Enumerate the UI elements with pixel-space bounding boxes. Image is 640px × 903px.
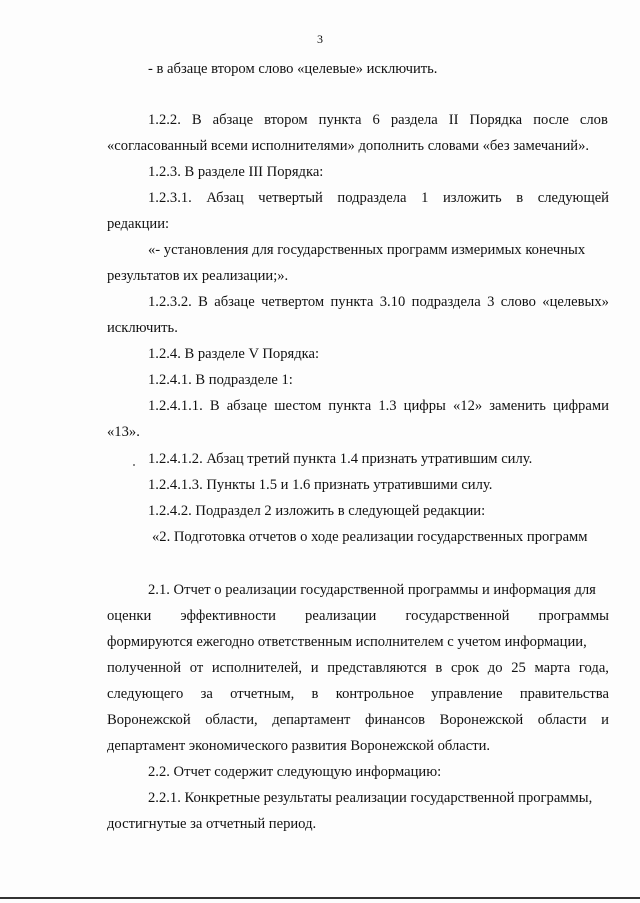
- word: срок: [450, 660, 480, 676]
- paragraph-line-justified: [107, 685, 609, 703]
- word: II: [448, 112, 459, 128]
- word: 3: [487, 294, 495, 310]
- word: 1.2.3.1.: [148, 190, 192, 206]
- paragraph-line: - в абзаце втором слово «целевые» исключить.: [148, 61, 438, 77]
- word: Абзац: [206, 190, 244, 206]
- word: области,: [205, 712, 258, 728]
- word: слов: [579, 112, 608, 128]
- paragraph-line: 2.2.1. Конкретные результаты реализации государственной программы,: [148, 790, 593, 806]
- paragraph-line: «согласованный всеми исполнителями» дополнить словами «без замечаний».: [107, 138, 590, 154]
- paragraph-line-justified: [107, 711, 609, 729]
- word: Воронежской: [439, 712, 524, 728]
- word: подраздела: [411, 294, 481, 310]
- word: Воронежской: [107, 712, 191, 728]
- word: и: [601, 712, 609, 728]
- word: контрольное: [335, 686, 414, 702]
- paragraph-line: редакции:: [107, 216, 170, 232]
- word: абзаце: [226, 398, 268, 414]
- paragraph-line: «13».: [107, 424, 140, 440]
- paragraph-line: «- установления для государственных программ измеримых конечных: [148, 242, 586, 258]
- paragraph-line: «2. Подготовка отчетов о ходе реализации государственных программ: [152, 529, 588, 545]
- paragraph-line: исключить.: [107, 320, 178, 336]
- paragraph-line: 1.2.3. В разделе III Порядка:: [148, 164, 324, 180]
- word: области: [537, 712, 587, 728]
- word: цифрами: [552, 398, 609, 414]
- word: втором: [264, 112, 308, 128]
- word: пункта: [318, 112, 362, 128]
- paragraph-line: достигнутые за отчетный период.: [107, 816, 317, 832]
- word: марта: [534, 660, 571, 676]
- word: заменить: [489, 398, 546, 414]
- word: в: [516, 190, 524, 206]
- word: 1.3: [378, 398, 397, 414]
- page-bottom-edge: [0, 897, 640, 899]
- word: правительства: [519, 686, 609, 702]
- word: изложить: [442, 190, 502, 206]
- paragraph-line-justified: [148, 111, 608, 129]
- word: исполнителей,: [211, 660, 303, 676]
- word: 1.2.4.1.1.: [148, 398, 203, 414]
- word: отчетным,: [230, 686, 295, 702]
- paragraph-line: 1.2.4.2. Подраздел 2 изложить в следующей редакции:: [148, 503, 486, 519]
- word: полученной: [107, 660, 182, 676]
- paragraph-line: 2.1. Отчет о реализации государственной программы и информация для: [148, 582, 596, 598]
- word: 6: [372, 112, 380, 128]
- paragraph-line: департамент экономического развития Воронежской области.: [107, 738, 491, 754]
- word: подраздела: [337, 190, 407, 206]
- paragraph-line: 1.2.4. В разделе V Порядка:: [148, 346, 320, 362]
- word: эффективности: [180, 608, 276, 624]
- word: В: [209, 398, 220, 414]
- word: пункта: [328, 398, 372, 414]
- word: 1.2.3.2.: [148, 294, 192, 310]
- word: 25: [511, 660, 526, 676]
- word: «целевых»: [542, 294, 609, 310]
- paragraph-line: 1.2.4.1.3. Пункты 1.5 и 1.6 признать утратившими силу.: [148, 477, 493, 493]
- word: за: [200, 686, 213, 702]
- word: программы: [538, 608, 609, 624]
- paragraph-line-justified: [107, 607, 609, 625]
- word: до: [487, 660, 503, 676]
- paragraph-line-justified: [148, 293, 609, 311]
- word: следующей: [537, 190, 609, 206]
- paragraph-line-justified: [107, 659, 609, 677]
- word: «12»: [452, 398, 483, 414]
- word: 1.2.2.: [148, 112, 181, 128]
- paragraph-line: формируются ежегодно ответственным исполнителем с учетом информации,: [107, 634, 587, 650]
- word: года,: [578, 660, 609, 676]
- word: управление: [431, 686, 503, 702]
- word: пункта: [330, 294, 374, 310]
- word: 3.10: [379, 294, 406, 310]
- word: абзаце: [212, 112, 254, 128]
- word: реализации: [305, 608, 377, 624]
- word: раздела: [390, 112, 438, 128]
- word: цифры: [403, 398, 446, 414]
- paragraph-line: 2.2. Отчет содержит следующую информацию:: [148, 764, 442, 780]
- word: четвертый: [258, 190, 323, 206]
- word: департамент: [272, 712, 351, 728]
- paragraph-line-justified: [148, 189, 609, 207]
- paragraph-line: 1.2.4.1. В подразделе 1:: [148, 372, 293, 388]
- word: государственной: [405, 608, 510, 624]
- word: в: [311, 686, 319, 702]
- word: представляются: [327, 660, 427, 676]
- word: в: [435, 660, 443, 676]
- word: оценки: [107, 608, 152, 624]
- page-number: 3: [317, 32, 323, 46]
- word: абзаце: [214, 294, 255, 310]
- word: финансов: [364, 712, 426, 728]
- word: следующего: [107, 686, 184, 702]
- word: слово: [500, 294, 536, 310]
- word: В: [191, 112, 202, 128]
- paragraph-line: 1.2.4.1.2. Абзац третий пункта 1.4 признать утратившим силу.: [148, 451, 533, 467]
- word: В: [198, 294, 208, 310]
- word: шестом: [274, 398, 322, 414]
- scan-speck: [133, 464, 135, 466]
- paragraph-line-justified: [148, 397, 609, 415]
- word: после: [533, 112, 569, 128]
- word: и: [310, 660, 319, 676]
- word: Порядка: [469, 112, 523, 128]
- word: 1: [421, 190, 429, 206]
- word: четвертом: [261, 294, 325, 310]
- paragraph-line: результатов их реализации;».: [107, 268, 289, 284]
- word: от: [189, 660, 204, 676]
